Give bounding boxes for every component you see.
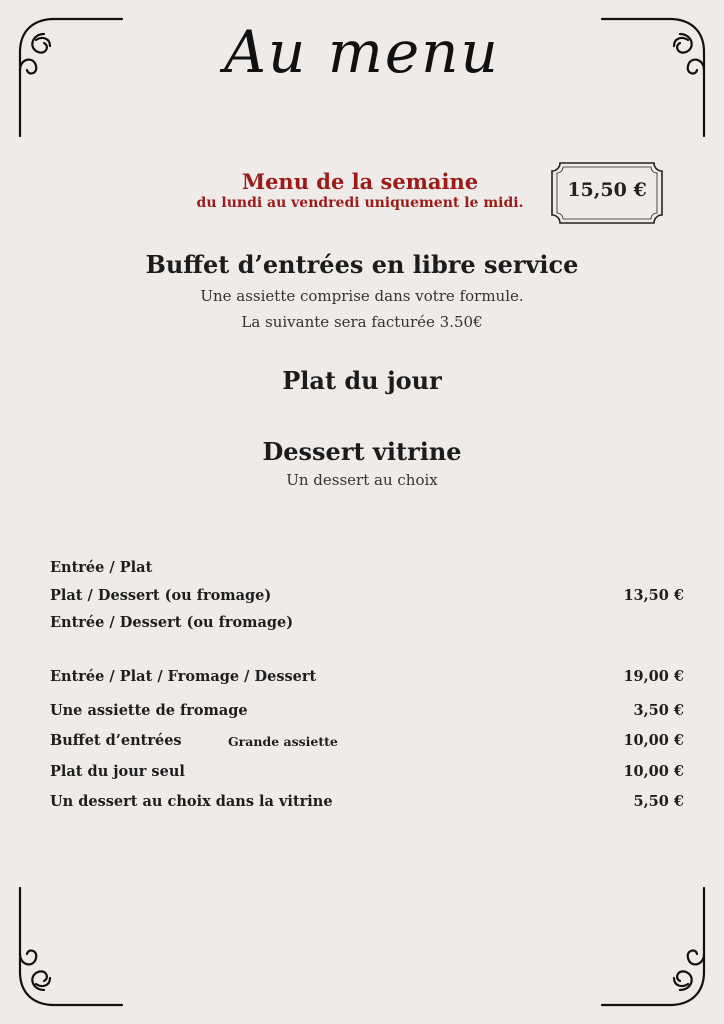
buffet-heading: Buffet d’entrées en libre service xyxy=(145,250,579,279)
weekly-menu-title: Menu de la semaine xyxy=(241,169,479,194)
weekly-menu-subtitle: du lundi au vendredi uniquement le midi. xyxy=(196,195,524,211)
price-list-price: 5,50 € xyxy=(633,793,684,810)
weekly-menu xyxy=(185,170,535,212)
price-list-item: Buffet d’entrées xyxy=(50,732,182,749)
weekly-menu-price: 15,50 € xyxy=(567,179,647,201)
price-list-price: 19,00 € xyxy=(623,668,684,685)
corner-ornament-bottom-left xyxy=(14,880,124,1010)
price-list-item-note: Grande assiette xyxy=(228,734,338,749)
corner-ornament-bottom-right xyxy=(600,880,710,1010)
price-list-item: Entrée / Dessert (ou fromage) xyxy=(50,614,294,631)
plat-du-jour-heading: Plat du jour xyxy=(282,366,442,395)
price-list-price: 10,00 € xyxy=(623,763,684,780)
price-list-item: Entrée / Plat xyxy=(50,559,153,576)
weekly-menu-price-badge xyxy=(546,157,668,229)
price-list-price: 10,00 € xyxy=(623,732,684,749)
price-list-price: 13,50 € xyxy=(623,587,684,604)
price-list-item: Plat du jour seul xyxy=(50,763,185,780)
price-list-item: Une assiette de fromage xyxy=(50,702,248,719)
dessert-heading: Dessert vitrine xyxy=(262,437,462,466)
dessert-line-1: Un dessert au choix xyxy=(286,471,438,489)
price-list-item: Entrée / Plat / Fromage / Dessert xyxy=(50,668,317,685)
buffet-line-2: La suivante sera facturée 3.50€ xyxy=(241,313,483,331)
page-title: Au menu xyxy=(224,18,500,86)
buffet-line-1: Une assiette comprise dans votre formule. xyxy=(200,287,524,305)
price-list-price: 3,50 € xyxy=(633,702,684,719)
price-list-item: Plat / Dessert (ou fromage) xyxy=(50,587,272,604)
price-list-item: Un dessert au choix dans la vitrine xyxy=(50,793,333,810)
